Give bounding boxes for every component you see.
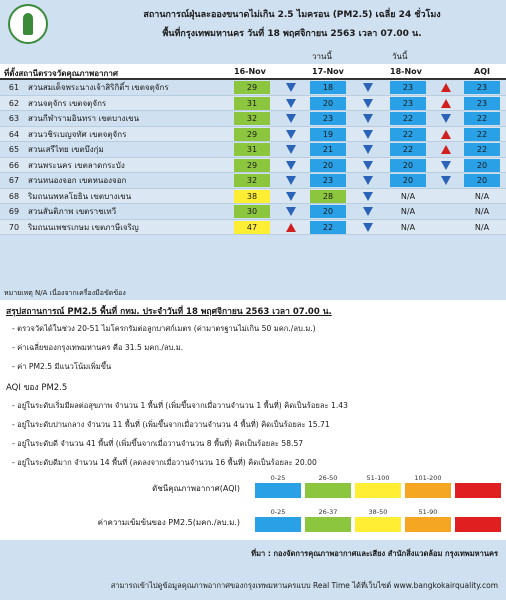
trend-day3 [440, 112, 452, 125]
value-day3: 20 [390, 174, 426, 187]
table-body [0, 80, 506, 235]
aqi-color-bar [355, 483, 401, 498]
trend-day3 [440, 205, 452, 218]
table-row [0, 204, 506, 220]
station-table [0, 48, 506, 235]
trend-day1 [285, 221, 297, 234]
trend-day2 [362, 205, 374, 218]
station-number: 65 [8, 145, 20, 154]
table-row [0, 158, 506, 174]
trend-day1 [285, 143, 297, 156]
aqi-legend-row [0, 470, 506, 500]
station-name: สวนสมเด็จพระนางเจ้าสิริกิติ์ฯ เขตจตุจักร [28, 83, 169, 92]
pm-color-bar [255, 517, 301, 532]
value-day2: 28 [310, 190, 346, 203]
table-row [0, 173, 506, 189]
pm-range-label: 26-37 [318, 508, 338, 516]
value-day3: 20 [390, 159, 426, 172]
report-title: สถานการณ์ฝุ่นละอองขนาดไม่เกิน 2.5 ไมครอน (PM2.5) เฉลี่ย 24 ชั่วโมง [143, 10, 441, 20]
value-aqi: 20 [464, 159, 500, 172]
value-aqi: N/A [474, 207, 490, 216]
trend-day3 [440, 174, 452, 187]
value-day3: N/A [400, 222, 416, 232]
trend-day3 [440, 97, 452, 110]
value-aqi: 22 [464, 143, 500, 156]
station-name: ริมถนนเพชรเกษม เขตภาษีเจริญ [28, 222, 139, 232]
station-number: 62 [8, 98, 20, 108]
up-arrow-icon [441, 145, 451, 154]
value-day1: 31 [234, 97, 270, 110]
realtime-link-text: สามารถเข้าไปดูข้อมูลคุณภาพอากาศของกรุงเทพมหานครแบบ Real Time ได้ที่เว็บไซต์ www.bangkokairquality.com [110, 581, 498, 590]
down-arrow-icon [363, 114, 373, 123]
up-arrow-icon [441, 130, 451, 139]
trend-day2 [362, 97, 374, 110]
value-day3: 22 [390, 143, 426, 156]
trend-day2 [362, 143, 374, 156]
report-footer [0, 542, 506, 600]
trend-day3 [440, 159, 452, 172]
summary-line: - ค่าเฉลี่ยของกรุงเทพมหานคร คือ 31.5 มคก./ลบ.ม. [12, 343, 184, 352]
value-day1: 38 [234, 190, 270, 203]
station-number: 66 [8, 160, 20, 170]
value-aqi: 20 [464, 174, 500, 187]
down-arrow-icon [441, 176, 451, 185]
down-arrow-icon [363, 130, 373, 139]
trend-day2 [362, 174, 374, 187]
station-number: 63 [8, 114, 20, 123]
header-day3: 18-Nov [390, 67, 422, 76]
summary-line: - ค่า PM2.5 มีแนวโน้มเพิ่มขึ้น [12, 362, 112, 371]
down-arrow-icon [441, 114, 451, 123]
aqi-line: - อยู่ในระดับดี จำนวน 41 พื้นที่ (เพิ่มขึ้นจากเมื่อวานจำนวน 8 พื้นที่) คิดเป็นร้อยละ 58.57 [12, 439, 304, 448]
pm-color-bar [455, 517, 501, 532]
value-aqi: N/A [474, 191, 490, 201]
pm-range-label: 51-90 [418, 508, 438, 516]
value-aqi: N/A [474, 222, 490, 232]
source-credit: ที่มา : กองจัดการคุณภาพอากาศและเสียง สำนักสิ่งแวดล้อม กรุงเทพมหานคร [251, 549, 498, 558]
pm-range-label: 38-50 [368, 508, 388, 516]
down-arrow-icon [363, 207, 373, 216]
down-arrow-icon [286, 192, 296, 201]
aqi-color-bar [255, 483, 301, 498]
value-day3: N/A [400, 191, 416, 201]
aqi-swatch [305, 473, 351, 499]
value-day2: 19 [310, 128, 346, 141]
table-note: หมายเหตุ N/A เนื่องจากเครื่องมือขัดข้อง [4, 289, 126, 297]
aqi-legend-label: ดัชนีคุณภาพอากาศ(AQI) [152, 484, 240, 493]
value-day2: 20 [310, 159, 346, 172]
header-station: ที่ตั้งสถานีตรวจวัดคุณภาพอากาศ [4, 69, 118, 78]
aqi-swatch [355, 473, 401, 499]
header-aqi: AQI [474, 67, 490, 76]
summary-title: สรุปสถานการณ์ PM2.5 พื้นที่ กทม. ประจำวันที่ 18 พฤศจิกายน 2563 เวลา 07.00 น. [6, 307, 332, 317]
value-day2: 21 [310, 143, 346, 156]
value-day1: 32 [234, 112, 270, 125]
down-arrow-icon [286, 114, 296, 123]
table-row [0, 189, 506, 205]
value-day1: 32 [234, 174, 270, 187]
aqi-swatch [255, 473, 301, 499]
down-arrow-icon [441, 161, 451, 170]
table-row [0, 127, 506, 143]
aqi-swatch [405, 473, 451, 499]
station-name: สวนกีฬารามอินทรา เขตบางเขน [28, 114, 140, 123]
table-header [0, 64, 506, 80]
value-day1: 31 [234, 143, 270, 156]
pm-swatch [455, 507, 501, 533]
value-day1: 29 [234, 81, 270, 94]
trend-day3 [440, 128, 452, 141]
day-labels [0, 48, 506, 64]
value-aqi: 23 [464, 97, 500, 110]
aqi-color-bar [405, 483, 451, 498]
down-arrow-icon [363, 192, 373, 201]
trend-day1 [285, 128, 297, 141]
station-name: สวนหนองจอก เขตหนองจอก [28, 176, 127, 185]
station-number: 67 [8, 176, 20, 185]
trend-day3 [440, 81, 452, 94]
table-row [0, 220, 506, 236]
trend-day1 [285, 97, 297, 110]
value-day3: 22 [390, 128, 426, 141]
header-day1: 16-Nov [234, 67, 266, 76]
value-day3: 23 [390, 97, 426, 110]
report-subtitle: พื้นที่กรุงเทพมหานคร วันที่ 18 พฤศจิกายน 2563 เวลา 07.00 น. [162, 29, 422, 39]
pm-range-label: 0-25 [270, 508, 286, 516]
value-day2: 23 [310, 174, 346, 187]
aqi-range-label: 51-100 [366, 474, 390, 482]
aqi-heading: AQI ของ PM2.5 [6, 383, 68, 393]
trend-day1 [285, 190, 297, 203]
down-arrow-icon [286, 99, 296, 108]
trend-day2 [362, 128, 374, 141]
trend-day3 [440, 143, 452, 156]
pm-color-bar [405, 517, 451, 532]
value-day2: 20 [310, 97, 346, 110]
pm-legend-label: ค่าความเข้มข้นของ PM2.5(มคก./ลบ.ม.) [97, 518, 240, 527]
station-name: สวนพระนคร เขตลาดกระบัง [28, 160, 125, 170]
trend-day2 [362, 112, 374, 125]
station-number: 68 [8, 191, 20, 201]
value-day3: 22 [390, 112, 426, 125]
station-number: 61 [8, 83, 20, 92]
table-row [0, 96, 506, 112]
table-row [0, 111, 506, 127]
value-day1: 47 [234, 221, 270, 234]
down-arrow-icon [286, 207, 296, 216]
trend-day2 [362, 221, 374, 234]
value-day1: 30 [234, 205, 270, 218]
report-header [0, 0, 506, 48]
color-legend [0, 468, 506, 540]
down-arrow-icon [286, 83, 296, 92]
value-day2: 22 [310, 221, 346, 234]
aqi-range-label: 26-50 [318, 474, 338, 482]
trend-day1 [285, 205, 297, 218]
down-arrow-icon [363, 176, 373, 185]
value-day2: 20 [310, 205, 346, 218]
up-arrow-icon [441, 83, 451, 92]
aqi-line: - อยู่ในระดับเริ่มมีผลต่อสุขภาพ จำนวน 1 พื้นที่ (เพิ่มขึ้นจากเมื่อวานจำนวน 1 พื้นที่) คิดเป็นร้อยละ 1.43 [12, 401, 348, 410]
down-arrow-icon [286, 145, 296, 154]
table-row [0, 80, 506, 96]
station-name: ริมถนนพหลโยธิน เขตบางเขน [28, 191, 132, 201]
down-arrow-icon [363, 83, 373, 92]
pm-swatch [355, 507, 401, 533]
trend-day2 [362, 81, 374, 94]
value-day2: 18 [310, 81, 346, 94]
trend-day1 [285, 159, 297, 172]
value-aqi: 22 [464, 112, 500, 125]
aqi-color-bar [455, 483, 501, 498]
trend-day3 [440, 221, 452, 234]
station-name: สวนสันติภาพ เขตราชเทวี [28, 207, 117, 216]
aqi-range-label: 0-25 [270, 474, 286, 482]
down-arrow-icon [363, 145, 373, 154]
header-day2: 17-Nov [312, 67, 344, 76]
yesterday-label: วานนี้ [312, 52, 332, 61]
down-arrow-icon [286, 130, 296, 139]
trend-day1 [285, 174, 297, 187]
down-arrow-icon [363, 223, 373, 232]
station-number: 70 [8, 222, 20, 232]
trend-day3 [440, 190, 452, 203]
bma-logo [8, 4, 48, 44]
station-name: สวนวชิรเบญจทัศ เขตจตุจักร [28, 129, 127, 139]
station-name: สวนจตุจักร เขตจตุจักร [28, 98, 107, 108]
up-arrow-icon [441, 99, 451, 108]
pm-color-bar [355, 517, 401, 532]
trend-day1 [285, 112, 297, 125]
value-day1: 29 [234, 128, 270, 141]
down-arrow-icon [286, 176, 296, 185]
trend-day1 [285, 81, 297, 94]
trend-day2 [362, 159, 374, 172]
station-number: 64 [8, 129, 20, 139]
aqi-range-label: 201 ขึ้นไป [462, 475, 494, 483]
down-arrow-icon [286, 161, 296, 170]
pm-swatch [405, 507, 451, 533]
value-aqi: 22 [464, 128, 500, 141]
down-arrow-icon [363, 161, 373, 170]
value-day2: 23 [310, 112, 346, 125]
summary-line: - ตรวจวัดได้ในช่วง 20-51 ไมโครกรัมต่อลูกบาศก์เมตร (ค่ามาตรฐานไม่เกิน 50 มคก./ลบ.ม.) [12, 324, 316, 333]
down-arrow-icon [363, 99, 373, 108]
pm-swatch [255, 507, 301, 533]
station-number: 69 [8, 207, 20, 216]
value-day3: N/A [400, 207, 416, 216]
aqi-color-bar [305, 483, 351, 498]
up-arrow-icon [286, 223, 296, 232]
pm-range-label: 91 ขึ้นไป [464, 509, 492, 517]
station-name: สวนเสรีไทย เขตบึงกุ่ม [28, 145, 104, 154]
today-label: วันนี้ [392, 52, 408, 61]
aqi-range-label: 101-200 [414, 474, 442, 482]
aqi-swatch [455, 473, 501, 499]
table-row [0, 142, 506, 158]
pm-color-bar [305, 517, 351, 532]
aqi-line: - อยู่ในระดับปานกลาง จำนวน 11 พื้นที่ (เพิ่มขึ้นจากเมื่อวานจำนวน 4 พื้นที่) คิดเป็นร้อยละ 15.71 [12, 420, 330, 429]
value-aqi: 23 [464, 81, 500, 94]
pm-swatch [305, 507, 351, 533]
pm-legend-row [0, 504, 506, 534]
trend-day2 [362, 190, 374, 203]
value-day1: 29 [234, 159, 270, 172]
value-day3: 23 [390, 81, 426, 94]
aqi-line: - อยู่ในระดับดีมาก จำนวน 14 พื้นที่ (ลดลงจากเมื่อวานจำนวน 16 พื้นที่) คิดเป็นร้อยละ 20.00 [12, 458, 317, 467]
